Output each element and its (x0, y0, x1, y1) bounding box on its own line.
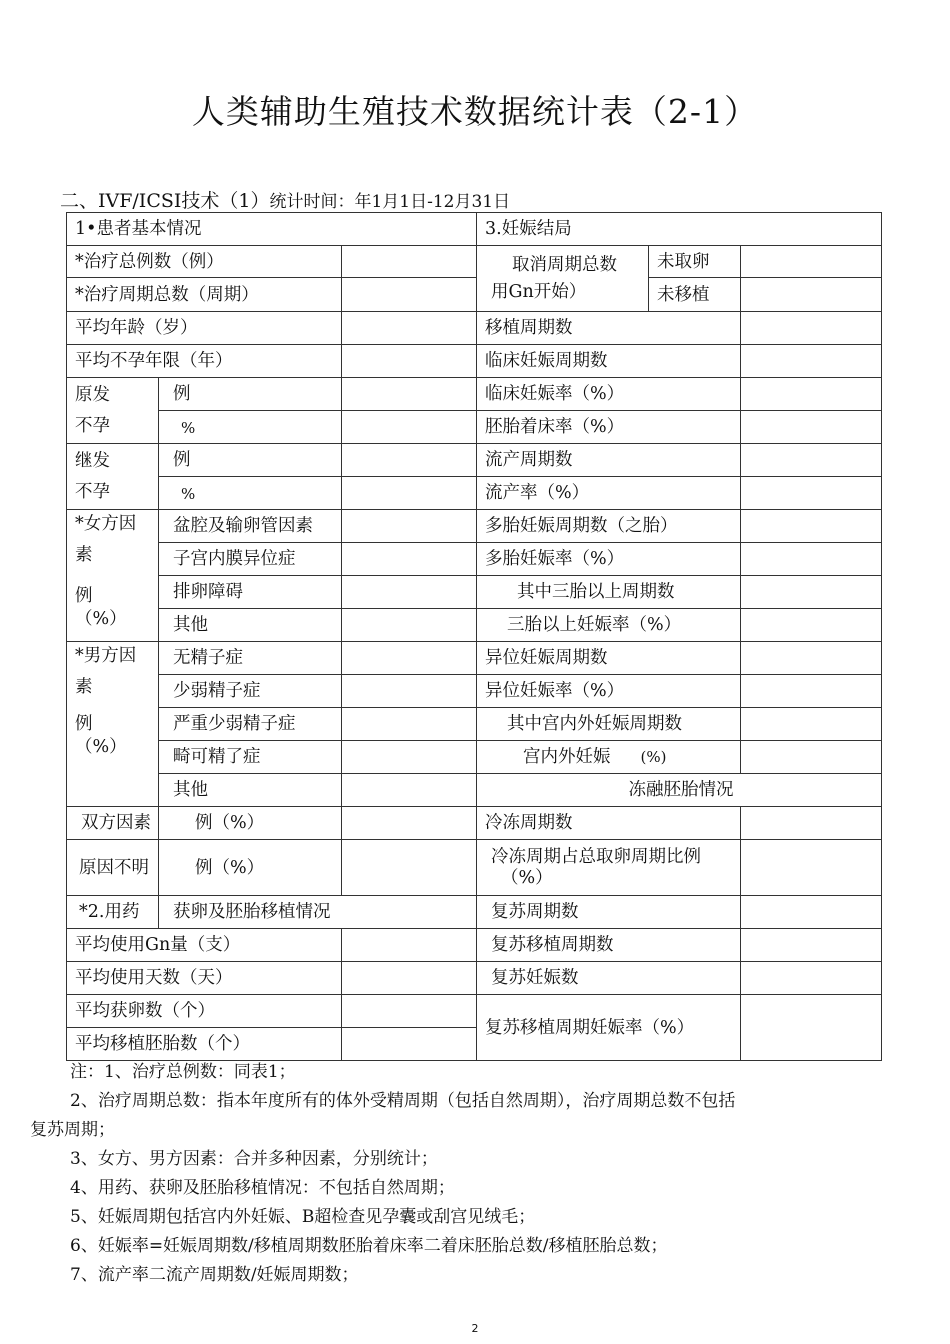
value-cell[interactable] (741, 840, 882, 896)
table-row (67, 576, 882, 609)
note-line: 复苏周期； (30, 1120, 115, 1140)
note-line: 2、治疗周期总数：指本年度所有的体外受精周期（包括自然周期），治疗周期总数不包括 (70, 1091, 736, 1111)
value-cell[interactable] (741, 345, 882, 378)
value-cell[interactable] (342, 962, 477, 995)
table-row (67, 962, 882, 995)
table-row (67, 246, 882, 278)
label-male-item: 其他 (159, 774, 342, 807)
note-line: 4、用药、获卵及胚胎移植情况：不包括自然周期； (70, 1178, 455, 1198)
value-cell[interactable] (741, 510, 882, 543)
label-multi-rate: 多胎妊娠率（%） (477, 543, 741, 576)
primary-line2: 不孕 (75, 416, 110, 436)
label-avg-eggs: 平均获卵数（个） (67, 995, 342, 1028)
label-freeze-ratio (477, 840, 741, 896)
label-female-factors (67, 510, 159, 642)
label-avg-days: 平均使用天数（天） (67, 962, 342, 995)
section-frozen-embryo: 冻融胚胎情况 (477, 774, 882, 807)
label-primary-pct: % (159, 411, 342, 444)
value-cell[interactable] (741, 995, 882, 1061)
label-total-cases: *治疗总例数（例） (67, 246, 342, 278)
label-both-factors: 双方因素 (67, 807, 159, 840)
section-medication-retrieval: 获卵及胚胎移植情况 (159, 896, 477, 929)
note-line: 5、妊娠周期包括宫内外妊娠、B超检查见孕囊或刮宫见绒毛； (70, 1207, 536, 1227)
value-cell[interactable] (741, 741, 882, 774)
value-cell[interactable] (342, 807, 477, 840)
subtitle-main: 二、IVF/ICSI技术（1） (60, 190, 270, 212)
value-cell[interactable] (342, 345, 477, 378)
value-cell[interactable] (342, 312, 477, 345)
primary-line1: 原发 (75, 385, 110, 405)
table-row (67, 642, 882, 675)
label-hetero-cycles: 其中宫内外妊娠周期数 (477, 708, 741, 741)
table-row (67, 708, 882, 741)
label-secondary-pct: % (159, 477, 342, 510)
label-unknown-cause: 原因不明 (67, 840, 159, 896)
value-cell[interactable] (342, 543, 477, 576)
table-row (67, 510, 882, 543)
value-cell[interactable] (342, 708, 477, 741)
label-female-item: 排卵障碍 (159, 576, 342, 609)
page-number: 2 (471, 1322, 479, 1335)
value-cell[interactable] (741, 543, 882, 576)
value-cell[interactable] (342, 477, 477, 510)
value-cell[interactable] (342, 246, 477, 278)
value-cell[interactable] (741, 378, 882, 411)
value-cell[interactable] (741, 477, 882, 510)
label-no-transfer: 未移植 (649, 278, 741, 312)
label-triplet-cycles: 其中三胎以上周期数 (477, 576, 741, 609)
male-line1: *男方因 (75, 646, 137, 666)
label-primary-infertility (67, 378, 159, 444)
section-patient-basic: 1•患者基本情况 (67, 213, 477, 246)
label-abortion-cycles: 流产周期数 (477, 444, 741, 477)
table-row (67, 411, 882, 444)
male-line3: 例 (75, 714, 93, 734)
value-cell[interactable] (342, 642, 477, 675)
label-both-unit: 例（%） (159, 807, 342, 840)
label-cancel-cycles (477, 246, 649, 312)
hetero-rate-unit: (%) (640, 748, 667, 766)
value-cell[interactable] (741, 708, 882, 741)
male-line4: （%） (75, 737, 127, 757)
note-line: 3、女方、男方因素：合并多种因素，分别统计； (70, 1149, 438, 1169)
value-cell[interactable] (741, 576, 882, 609)
label-transfer-cycles: 移植周期数 (477, 312, 741, 345)
value-cell[interactable] (342, 1028, 477, 1061)
value-cell[interactable] (741, 411, 882, 444)
secondary-line2: 不孕 (75, 482, 110, 502)
label-section2: *2.用药 (67, 896, 159, 929)
cancel-line1: 取消周期总数 (512, 255, 618, 275)
value-cell[interactable] (741, 609, 882, 642)
section-subtitle (60, 186, 510, 213)
label-hetero-rate (477, 741, 741, 774)
female-line3: 例 (75, 586, 93, 606)
table-row (67, 477, 882, 510)
freeze-ratio-line2: （%） (501, 868, 553, 888)
label-male-item: 少弱精子症 (159, 675, 342, 708)
value-cell[interactable] (741, 278, 882, 312)
value-cell[interactable] (741, 962, 882, 995)
value-cell[interactable] (342, 774, 477, 807)
label-male-factors (67, 642, 159, 807)
value-cell[interactable] (342, 278, 477, 312)
label-total-cycles: *治疗周期总数（周期） (67, 278, 342, 312)
value-cell[interactable] (741, 312, 882, 345)
value-cell[interactable] (342, 378, 477, 411)
label-clinical-preg-rate: 临床妊娠率（%） (477, 378, 741, 411)
label-ectopic-cycles: 异位妊娠周期数 (477, 642, 741, 675)
note-line: 6、妊娠率=妊娠周期数/移植周期数胚胎着床率二着床胚胎总数/移植胚胎总数； (70, 1236, 668, 1256)
table-row (67, 312, 882, 345)
secondary-line1: 继发 (75, 451, 110, 471)
label-ectopic-rate: 异位妊娠率（%） (477, 675, 741, 708)
label-avg-infertile-years: 平均不孕年限（年） (67, 345, 342, 378)
value-cell[interactable] (342, 675, 477, 708)
table-row (67, 444, 882, 477)
cancel-line2: 用Gn开始） (491, 282, 587, 302)
table-row (67, 807, 882, 840)
value-cell[interactable] (741, 807, 882, 840)
label-female-item: 盆腔及输卵管因素 (159, 510, 342, 543)
value-cell[interactable] (342, 510, 477, 543)
female-line4: （%） (75, 609, 127, 629)
table-row (67, 213, 882, 246)
label-thaw-transfer-cycles: 复苏移植周期数 (477, 929, 741, 962)
table-row (67, 840, 882, 896)
value-cell[interactable] (342, 929, 477, 962)
hetero-rate-text: 宫内外妊娠 (523, 747, 611, 767)
section-pregnancy-outcome: 3.妊娠结局 (477, 213, 882, 246)
label-implant-rate: 胚胎着床率（%） (477, 411, 741, 444)
label-avg-age: 平均年龄（岁） (67, 312, 342, 345)
statistics-table (66, 212, 882, 1061)
label-male-item: 畸可精了症 (159, 741, 342, 774)
female-line2: 素 (75, 545, 93, 565)
value-cell[interactable] (342, 840, 477, 896)
table-row (67, 378, 882, 411)
table-row (67, 543, 882, 576)
value-cell[interactable] (342, 444, 477, 477)
table-row (67, 609, 882, 642)
label-male-item: 严重少弱精子症 (159, 708, 342, 741)
label-male-item: 无精子症 (159, 642, 342, 675)
freeze-ratio-line1: 冷冻周期占总取卵周期比例 (491, 847, 702, 867)
label-female-item: 子宫内膜异位症 (159, 543, 342, 576)
value-cell[interactable] (342, 576, 477, 609)
value-cell[interactable] (741, 246, 882, 278)
label-thaw-cycles: 复苏周期数 (477, 896, 741, 929)
note-line: 7、流产率二流产周期数/妊娠周期数； (70, 1265, 359, 1285)
value-cell[interactable] (342, 411, 477, 444)
value-cell[interactable] (342, 741, 477, 774)
table-row (67, 675, 882, 708)
page-title: 人类辅助生殖技术数据统计表（2-1） (191, 92, 759, 131)
value-cell[interactable] (741, 675, 882, 708)
female-line1: *女方因 (75, 514, 137, 534)
label-secondary-infertility (67, 444, 159, 510)
label-avg-gn: 平均使用Gn量（支） (67, 929, 342, 962)
subtitle-period: 统计时间：年1月1日-12月31日 (269, 192, 511, 212)
table-row (67, 345, 882, 378)
label-primary-count: 例 (159, 378, 342, 411)
table-row (67, 929, 882, 962)
table-row (67, 278, 882, 312)
label-thaw-preg-rate: 复苏移植周期妊娠率（%） (477, 995, 741, 1061)
label-triplet-rate: 三胎以上妊娠率（%） (477, 609, 741, 642)
value-cell[interactable] (741, 642, 882, 675)
label-clinical-preg-cycles: 临床妊娠周期数 (477, 345, 741, 378)
label-abortion-rate: 流产率（%） (477, 477, 741, 510)
table-row (67, 741, 882, 774)
label-freeze-cycles: 冷冻周期数 (477, 807, 741, 840)
value-cell[interactable] (741, 444, 882, 477)
table-row (67, 995, 882, 1028)
label-multi-cycles: 多胎妊娠周期数（之胎） (477, 510, 741, 543)
label-thaw-pregnancies: 复苏妊娠数 (477, 962, 741, 995)
label-avg-embryos: 平均移植胚胎数（个） (67, 1028, 342, 1061)
value-cell[interactable] (741, 896, 882, 929)
label-female-item: 其他 (159, 609, 342, 642)
label-unknown-unit: 例（%） (159, 840, 342, 896)
male-line2: 素 (75, 677, 93, 697)
value-cell[interactable] (741, 929, 882, 962)
table-row (67, 774, 882, 807)
value-cell[interactable] (342, 609, 477, 642)
label-no-egg: 未取卵 (649, 246, 741, 278)
value-cell[interactable] (342, 995, 477, 1028)
note-line: 注：1、治疗总例数：同表1； (70, 1062, 296, 1082)
table-row (67, 896, 882, 929)
label-secondary-count: 例 (159, 444, 342, 477)
notes-block (30, 1058, 890, 1290)
